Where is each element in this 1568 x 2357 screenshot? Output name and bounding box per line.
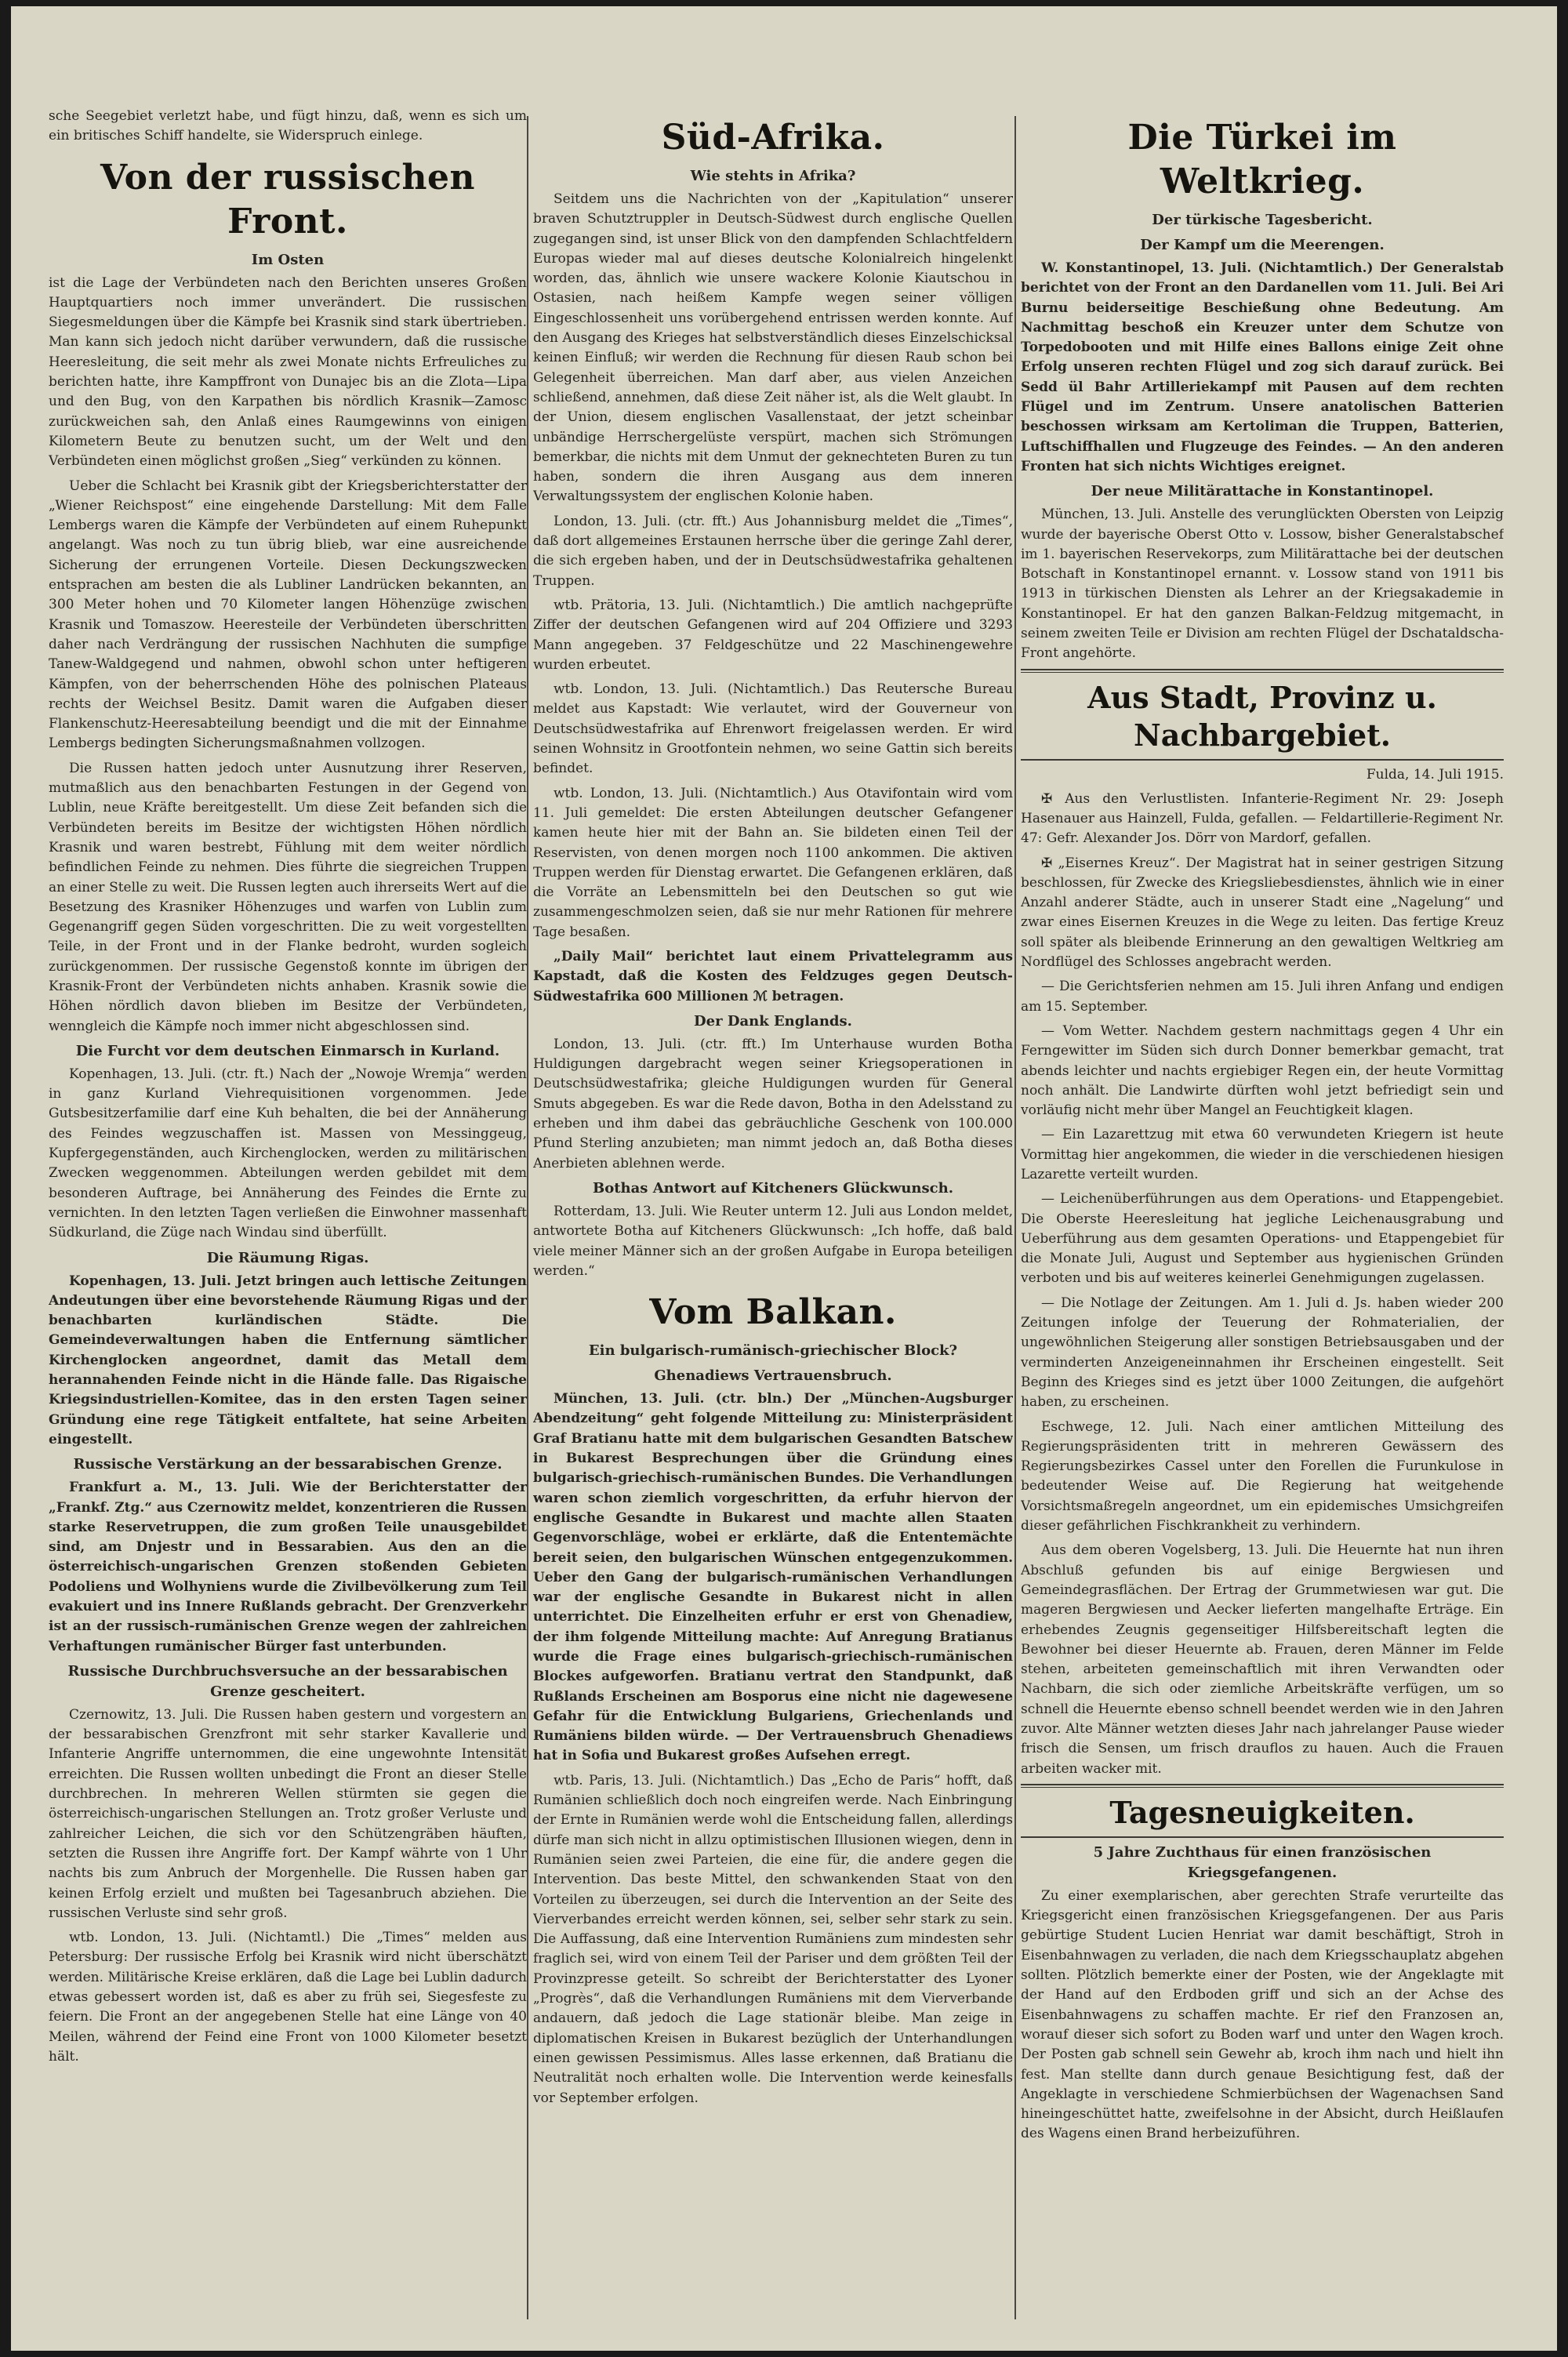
article-text: wtb. Paris, 13. Juli. (Nichtamtlich.) Das „Echo de Paris“ hofft, daß Rumänien schließlich doch noch eingreifen werde. Nach Einbringung der Ernte in Rumänien werde wohl die Entscheidung fallen, allerdings dürfe man sich nicht in allzu optimistischen Illusionen wiegen, denn in Rumänien seien zwei Parteien, die eine für, die andere gegen die Intervention. Das beste Mittel, den schwankenden Staat von den Vorteilen zu überzeugen, sei durch die Intervention an der Seite des Vierverbandes erreicht werden können, sei, selber sehr stark zu sein. Die Auffassung, daß eine Intervention Rumäniens zum mindesten sehr fraglich sei, wird von einem Teil der Pariser und dem größten Teil der Provinzpresse geteilt. So schreibt der Berichterstatter des Lyoner „Progrès“, daß die Verhandlungen Rumäniens mit dem Vierverbande andauern, daß jedoch die Lage stationär bleibe. Man zeige in diplomatischen Kreisen in Bukarest bezüglich der Unterhandlungen einen gewissen Pessimismus. Alles lasse erkennen, daß Bratianu die Neutralität noch erhalten wolle. Die Intervention werde keinesfalls vor September erfolgen. bbox=[533, 1772, 1013, 2106]
subheading: 5 Jahre Zuchthaus für einen französischen Kriegsgefangenen. bbox=[1093, 1843, 1432, 1881]
article-text: Zu einer exemplarischen, aber gerechten Strafe verurteilte das Kriegsgericht einen französischen Kriegsgefangenen. Der aus Paris gebürtige Student Lucien Henriat war damit beschäftigt, Stroh in Eisenbahnwagen zu verladen, die nach dem Kriegsschauplatz abgehen sollten. Plötzlich bemerkte einer der Posten, wie der Angeklagte mit der Hand auf den Erdboden griff und sich an der Achse des Eisenbahnwagens zu schaffen machte. Er rief den Franzosen an, worauf dieser sich sofort zu Boden warf und unter den Wagen kroch. Der Posten gab schnell sein Gewehr ab, kroch ihm nach und hielt ihn fest. Man stellte dann durch genaue Besichtigung fest, daß der Angeklagte in verschiedene Schmierbüchsen der Wagenachsen Sand hineingeschüttet hatte, zweifelsohne in der Absicht, durch Heißlaufen des Wagens einen Brand herbeizuführen. bbox=[1021, 1887, 1504, 2142]
column-left bbox=[49, 107, 527, 2329]
article-text: W. Konstantinopel, 13. Juli. (Nichtamtlich.) Der Generalstab berichtet von der Front an den Dardanellen vom 11. Juli. Bei Ari Burnu beiderseitige Beschießung ohne Bedeutung. Am Nachmittag beschoß ein Kreuzer unter dem Schutze von Torpedobooten und mit Hilfe eines Ballons einige Zeit ohne Erfolg unseren rechten Flügel und zog sich darauf zurück. Bei Sedd ül Bahr Artilleriekampf mit Pausen auf dem rechten Flügel und im Zentrum. Unsere anatolischen Batterien beschossen wirksam am Kertoliman die Truppen, Batterien, Luftschiffhallen und Flugzeuge des Feindes. — An den anderen Fronten hat sich nichts Wichtiges ereignet. bbox=[1021, 260, 1504, 474]
subheading: Ghenadiews Vertrauensbruch. bbox=[654, 1367, 892, 1385]
subheading: Russische Verstärkung an der bessarabischen Grenze. bbox=[73, 1456, 503, 1473]
section-heading: Die Türkei im Weltkrieg. bbox=[1127, 118, 1397, 202]
column-rule bbox=[527, 116, 528, 2319]
article-text: London, 13. Juli. (ctr. fft.) Im Unterhause wurden Botha Huldigungen dargebracht wegen seiner Kriegsoperationen in Deutschsüdwestafrika; gleiche Huldigungen wurden für General Smuts abgegeben. Es war die Rede davon, Botha in den Adelsstand zu erheben und ihm dabei das gebräuchliche Geschenk von 100.000 Pfund Sterling anzubieten; man nimmt jedoch an, daß Botha dieses Anerbieten ablehnen werde. bbox=[533, 1036, 1013, 1171]
article-text: wtb. Prätoria, 13. Juli. (Nichtamtlich.) Die amtlich nachgeprüfte Ziffer der deutschen Gefangenen wird auf 204 Offiziere und 3293 Mann angegeben. 37 Feldgeschütze und 22 Maschinengewehre wurden erbeutet. bbox=[533, 597, 1013, 673]
divider bbox=[1021, 1784, 1504, 1788]
article-text: ✠ Aus den Verlustlisten. Infanterie-Regiment Nr. 29: Joseph Hasenauer aus Hainzell, Fulda, gefallen. — Feldartillerie-Regiment Nr. 47: Gefr. Alexander Jos. Dörr von Mardorf, gefallen. bbox=[1021, 790, 1504, 847]
article-text: Kopenhagen, 13. Juli. (ctr. ft.) Nach der „Nowoje Wremja“ werden in ganz Kurland Viehrequisitionen vorgenommen. Jede Gutsbesitzerfamilie darf eine Kuh behalten, die bei der Annäherung des Feindes wegzuschaffen ist. Massen von Messinggeug, Kupfergegenständen, auch Kirchenglocken, werden zu militärischen Zwecken weggenommen. Abteilungen werden gebildet mit dem besonderen Auftrage, bei Annäherung des Feindes die Ernte zu vernichten. In den letzten Tagen verließen die Einwohner massenhaft Südkurland, die Züge nach Windau sind überfüllt. bbox=[49, 1066, 527, 1241]
subheading: Der Dank Englands. bbox=[694, 1012, 852, 1030]
section-heading: Süd-Afrika. bbox=[661, 118, 885, 158]
subheading: Im Osten bbox=[251, 251, 325, 268]
article-text: — Die Notlage der Zeitungen. Am 1. Juli d. Js. haben wieder 200 Zeitungen infolge der Teuerung der Rohmaterialien, der ungewöhnlichen Steigerung aller sonstigen Betriebsausgaben und der verminderten Anzeigeneinnahmen ihr Erscheinen eingestellt. Seit Beginn des Krieges sind es jetzt über 1000 Zeitungen, die aufgehört haben, zu erscheinen. bbox=[1021, 1295, 1504, 1411]
article-text: Rotterdam, 13. Juli. Wie Reuter unterm 12. Juli aus London meldet, antwortete Botha auf Kitcheners Glückwunsch: „Ich hoffe, daß bald viele meiner Männer sich an der großen Aufgabe in Europa beteiligen werden.“ bbox=[533, 1203, 1013, 1279]
article-text: wtb. London, 13. Juli. (Nichtamtlich.) Das Reutersche Bureau meldet aus Kapstadt: Wie verlautet, wird der Gouverneur von Deutschsüdwestafrika auf Ehrenwort freigelassen werden. Er wird seinen Wohnsitz in Grootfontein nehmen, wo seine Gattin sich bereits befindet. bbox=[533, 681, 1013, 777]
article-text: Ueber die Schlacht bei Krasnik gibt der Kriegsberichterstatter der „Wiener Reichspost“ eine eingehende Darstellung: Mit dem Falle Lembergs waren die Kämpfe der Verbündeten auf einem Ruhepunkt angelangt. Was noch zu tun übrig blieb, war eine ausreichende Sicherung der errungenen Vorteile. Diesen Deckungszwecken entsprachen am besten die als Lubliner Landrücken bekannten, an 300 Meter hohen und 70 Kilometer langen Höhenzüge zwischen Krasnik und Tomaszow. Heeresteile der Verbündeten überschritten daher nach Verdrängung der russischen Nachhuten die sumpfige Tanew-Waldgegend und nahmen, obwohl schon unter heftigeren Kämpfen, von der beherrschenden Höhe des polnischen Plateaus rechts der Weichsel Besitz. Damit waren die Aufgaben dieser Flankenschutz-Heeresabteilung beendigt und die mit der Einnahme Lembergs bedingten Sicherungsmaßnahmen vollzogen. bbox=[49, 478, 527, 752]
article-text: — Vom Wetter. Nachdem gestern nachmittags gegen 4 Uhr ein Ferngewitter im Süden sich durch Donner bemerkbar gemacht, trat abends leichter und nachts ergiebiger Regen ein, der heute Vormittag noch anhält. Die Landwirte dürften wohl jetzt befriedigt sein und vorläufig nicht mehr über Mangel an Feuchtigkeit klagen. bbox=[1021, 1022, 1504, 1119]
article-text: London, 13. Juli. (ctr. fft.) Aus Johannisburg meldet die „Times“, daß dort allgemeines Erstaunen herrsche über die geringe Zahl derer, die sich ergeben haben, und der in Deutschsüdwestafrika gehaltenen Truppen. bbox=[533, 513, 1013, 589]
article-text: Czernowitz, 13. Juli. Die Russen haben gestern und vorgestern an der bessarabischen Grenzfront mit sehr starker Kavallerie und Infanterie Angriffe unternommen, die eine ungewohnte Intensität erreichten. Die Russen wollten unbedingt die Front an dieser Stelle durchbrechen. In mehreren Wellen stürmten sie gegen die österreichisch-ungarischen Stellungen an. Trotz großer Verluste und zahlreicher Leichen, die sich vor den Schützengräben häuften, setzten die Russen ihre Angriffe fort. Der Kampf währte von 1 Uhr nachts bis zum Anbruch der Morgenhelle. Die Russen haben gar keinen Erfolg erzielt und mußten bei Tagesanbruch abziehen. Die russischen Verluste sind sehr groß. bbox=[49, 1706, 527, 1921]
subheading: Der neue Militärattache in Konstantinopel. bbox=[1091, 483, 1434, 500]
divider bbox=[1021, 1836, 1504, 1838]
subheading: Ein bulgarisch-rumänisch-griechischer Block? bbox=[588, 1342, 958, 1360]
article-text: Die Russen hatten jedoch unter Ausnutzung ihrer Reserven, mutmaßlich aus den benachbarten Festungen in der Gegend von Lublin, neue Kräfte bereitgestellt. Um diese Zeit befanden sich die Verbündeten bereits im Besitze der wichtigsten Höhen nördlich Krasnik und waren bestrebt, Fühlung mit dem weiter nördlich befindlichen Feinde zu nehmen. Dies führte die siegreichen Truppen an einer Stelle zu weit. Die Russen legten auch ihrerseits Wert auf die Besetzung des Krasniker Höhenzuges und warfen von Lublin zum Gegenangriff gegen Süden vorgeschritten. Die zu weit vorgestellten Teile, in der Front und in der Flanke bedroht, wurden sogleich zurückgenommen. Der russische Gegenstoß konnte im übrigen der Krasnik-Front der Verbündeten nichts anhaben. Krasnik sowie die Höhen nördlich davon blieben im Besitze der Verbündeten, wenngleich die Kämpfe noch immer nicht abgeschlossen sind. bbox=[49, 760, 527, 1034]
subheading: Die Furcht vor dem deutschen Einmarsch in Kurland. bbox=[75, 1042, 500, 1059]
article-text: Kopenhagen, 13. Juli. Jetzt bringen auch lettische Zeitungen Andeutungen über eine bevorstehende Räumung Rigas und der benachbarten kurländischen Städte. Die Gemeindeverwaltungen haben die Entfernung sämtlicher Kirchenglocken angeordnet, damit das Metall dem herannahenden Feinde nicht in die Hände falle. Das Rigaische Kriegsindustriellen-Komitee, das in den ersten Tagen seiner Gründung eine rege Tätigkeit entfaltete, hat seine Arbeiten eingestellt. bbox=[49, 1273, 527, 1447]
divider bbox=[1021, 759, 1504, 761]
article-text: — Leichenüberführungen aus dem Operations- und Etappengebiet. Die Oberste Heeresleitung hat jegliche Leichenausgrabung und Ueberführung aus dem gesamten Operations- und Etappengebiet für die Monate Juli, August und September aus hygienischen Gründen verboten und bis auf weiteres keinerlei Genehmigungen zugelassen. bbox=[1021, 1191, 1504, 1287]
article-text: Aus dem oberen Vogelsberg, 13. Juli. Die Heuernte hat nun ihren Abschluß gefunden bis auf einige Bergwiesen und Gemeindegrasflächen. Der Ertrag der Grummetwiesen war gut. Die mageren Bergwiesen und Aecker lieferten mangelhafte Erträge. Ein erhebendes Zeugnis gegenseitiger Hilfsbereitschaft legten die Bewohner bei dieser Heuernte ab. Frauen, deren Männer im Felde stehen, arbeiteten gemeinschaftlich mit ihren Verwandten oder Nachbarn, die sich oder ziemliche Arbeitskräfte verfügen, um so schnell die Heuernte ebenso schnell beendet werden wie in den Jahren zuvor. Alte Männer wetzten dieses Jahr nach jahrelanger Pause wieder frisch die Sensen, um frisch drauflos zu hauen. Auch die Frauen arbeiten wacker mit. bbox=[1021, 1542, 1504, 1777]
section-heading: Tagesneuigkeiten. bbox=[1109, 1794, 1415, 1830]
article-text: „Daily Mail“ berichtet laut einem Privattelegramm aus Kapstadt, daß die Kosten des Feldzuges gegen Deutsch-Südwestafrika 600 Millionen ℳ betragen. bbox=[533, 948, 1013, 1004]
subheading: Bothas Antwort auf Kitcheners Glückwunsch. bbox=[593, 1179, 953, 1197]
column-rule bbox=[1014, 116, 1016, 2319]
article-text: München, 13. Juli. Anstelle des verunglückten Obersten von Leipzig wurde der bayerische Oberst Otto v. Lossow, bisher Generalstabschef im 1. bayerischen Reservekorps, zum Militärattache bei der deutschen Botschaft in Konstantinopel ernannt. v. Lossow stand von 1911 bis 1913 in türkischen Diensten als Lehrer an der Kriegsakademie in Konstantinopel. Er hat den ganzen Balkan-Feldzug mitgemacht, in seinem zweiten Teile er Division am rechten Flügel der Dschataldscha-Front angehörte. bbox=[1021, 507, 1504, 662]
divider bbox=[1021, 669, 1504, 673]
article-text: München, 13. Juli. (ctr. bln.) Der „München-Augsburger Abendzeitung“ geht folgende Mitteilung zu: Ministerpräsident Graf Bratianu hatte mit dem bulgarischen Gesandten Batschew in Bukarest Besprechungen über die Gründung eines bulgarisch-griechisch-rumänischen Bundes. Die Verhandlungen waren schon ziemlich vorgeschritten, da erfuhr hiervon der englische Gesandte in Bukarest und machte allen Staaten Gegenvorschläge, wobei er erklärte, daß die Ententemächte bereit seien, den bulgarischen Wünschen entgegenzukommen. Ueber den Gang der bulgarisch-rumänischen Verhandlungen war der englische Gesandte in Bukarest nicht in allen unterrichtet. Die Einzelheiten erfuhr er erst von Ghenadiew, der ihm folgende Mitteilung machte: Auf Anregung Bratianus wurde die Frage eines bulgarisch-griechisch-rumänischen Blockes aufgeworfen. Bratianu vertrat den Standpunkt, daß Rußlands Erscheinen am Bosporus eine nicht nie dagewesene Gefahr für die Entwicklung Bulgariens, Griechenlands und Rumäniens bilden würde. — Der Vertrauensbruch Ghenadiews hat in Sofia und Bukarest großes Aufsehen erregt. bbox=[533, 1391, 1013, 1764]
subheading: Der Kampf um die Meerengen. bbox=[1140, 237, 1385, 253]
article-text: Seitdem uns die Nachrichten von der „Kapitulation“ unserer braven Schutztruppler in Deutsch-Südwest durch englische Quellen zugegangen sind, ist unser Blick von den dampfenden Schlachtfeldern Europas wieder mal auf dieses deutsche Kolonialreich hingelenkt worden, das, ähnlich wie unsere wackere Kolonie Kiautschou in Ostasien, nach heißem Kampfe wegen seiner völligen Eingeschlossenheit uns vorübergehend entrissen werden konnte. Auf den Ausgang des Krieges hat selbstverständlich dieses Einzelschicksal keinen Einfluß; wir werden die Rechnung für diesen Raub schon bei Gelegenheit überreichen. Man darf aber, aus vielen Anzeichen schließend, annehmen, daß diese Zeit näher ist, als die Welt glaubt. In der Union, diesem englischen Vasallenstaat, der jetzt scheinbar unbändige Herrschergelüste verspürt, machen sich Strömungen bemerkbar, die nichts mit dem Unmut der geknechteten Buren zu tun haben, sondern die ihren Ausgang aus dem inneren Verwaltungssystem der englischen Kolonie haben. bbox=[533, 191, 1013, 505]
section-heading: Aus Stadt, Provinz u. Nachbargebiet. bbox=[1087, 679, 1437, 753]
dateline: Fulda, 14. Juli 1915. bbox=[1366, 766, 1504, 783]
section-heading: Von der russischen Front. bbox=[100, 157, 475, 242]
article-text: wtb. London, 13. Juli. (Nichtamtl.) Die „Times“ melden aus Petersburg: Der russische Erfolg bei Krasnik wird nicht überschätzt werden. Militärische Kreise erklären, daß die Lage bei Lublin dadurch etwas gebessert worden ist, daß es aber zu früh sei, Siegesfeste zu feiern. Die Front an der angegebenen Stelle hat eine Länge von 40 Meilen, während der Feind eine Front von 1000 Kilometer besetzt hält. bbox=[49, 1930, 527, 2065]
article-text: Eschwege, 12. Juli. Nach einer amtlichen Mitteilung des Regierungspräsidenten tritt in mehreren Gewässern des Regierungsbezirkes Cassel unter den Forellen die Furunkulose in bedeutender Weise auf. Die Regierung hat weitgehende Vorsichtsmaßregeln angeordnet, um ein epidemisches Umsichgreifen dieser gefährlichen Fischkrankheit zu verhindern. bbox=[1021, 1418, 1504, 1534]
article-text: Frankfurt a. M., 13. Juli. Wie der Berichterstatter der „Frankf. Ztg.“ aus Czernowitz meldet, konzentrieren die Russen starke Reservetruppen, die zum großen Teile unausgebildet sind, am Dnjestr und in Bessarabien. Aus den an die österreichisch-ungarischen Grenzen stoßenden Gebieten Podoliens und Wolhyniens wurde die Zivilbevölkerung zum Teil evakuiert und ins Innere Rußlands gebracht. Der Grenzverkehr ist an der russisch-rumänischen Grenze wegen der zahlreichen Verhaftungen rumänischer Bürger fast unterbunden. bbox=[49, 1480, 527, 1654]
subheading: Wie stehts in Afrika? bbox=[690, 168, 856, 184]
article-text: sche Seegebiet verletzt habe, und fügt hinzu, daß, wenn es sich um ein britisches Schiff handelte, sie Widerspruch einlege. bbox=[49, 108, 527, 144]
article-text: ✠ „Eisernes Kreuz“. Der Magistrat hat in seiner gestrigen Sitzung beschlossen, für Zwecke des Kriegsliebesdienstes, ähnlich wie in einer Anzahl anderer Städte, auch in unserer Stadt eine „Nagelung“ und zwar eines Eisernen Kreuzes in die Wege zu leiten. Das fertige Kreuz soll später als bleibende Erinnerung an den gewaltigen Weltkrieg am Nordflügel des Schlosses angebracht werden. bbox=[1021, 855, 1504, 971]
article-text: ist die Lage der Verbündeten nach den Berichten unseres Großen Hauptquartiers noch immer unverändert. Die russischen Siegesmeldungen über die Kämpfe bei Krasnik sind stark übertrieben. Man kann sich jedoch nicht darüber verwundern, daß die russische Heeresleitung, die seit mehr als zwei Monate nichts Erfreuliches zu berichten hatte, ihre Kampffront von Dunajec bis an die Zlota—Lipa und den Bug, von den Karpathen bis nördlich Krasnik—Zamosc zurückweichen sah, den Anlaß eines Raumgewinns von einigen Kilometern Beute zu benutzen sucht, um der Welt und den Verbündeten einen möglichst großen „Sieg“ verkünden zu können. bbox=[49, 274, 527, 470]
section-heading: Vom Balkan. bbox=[649, 1292, 897, 1333]
article-text: — Ein Lazarettzug mit etwa 60 verwundeten Kriegern ist heute Vormittag hier angekommen, die wieder in die verschiedenen hiesigen Lazarette verteilt wurden. bbox=[1021, 1127, 1504, 1182]
newspaper-page bbox=[11, 6, 1557, 2351]
column-middle bbox=[533, 107, 1013, 2329]
subheading: Die Räumung Rigas. bbox=[206, 1249, 369, 1266]
column-right bbox=[1021, 107, 1504, 2329]
subheading: Der türkische Tagesbericht. bbox=[1152, 212, 1373, 228]
article-text: wtb. London, 13. Juli. (Nichtamtlich.) Aus Otavifontain wird vom 11. Juli gemeldet: Die ersten Abteilungen deutscher Gefangener kamen heute hier mit der Bahn an. Sie bildeten einen Teil der Reservisten, von denen morgen noch 1100 ankommen. Die aktiven Truppen werden für Dienstag erwartet. Die Gefangenen erklären, daß die Vorräte an Lebensmitteln bei den Deutschen so gut wie zusammengeschmolzen seien, daß sie nur mehr Rationen für mehrere Tage besaßen. bbox=[533, 785, 1013, 940]
subheading: Russische Durchbruchsversuche an der bessarabischen Grenze gescheitert. bbox=[67, 1662, 508, 1700]
article-text: — Die Gerichtsferien nehmen am 15. Juli ihren Anfang und endigen am 15. September. bbox=[1021, 979, 1504, 1015]
